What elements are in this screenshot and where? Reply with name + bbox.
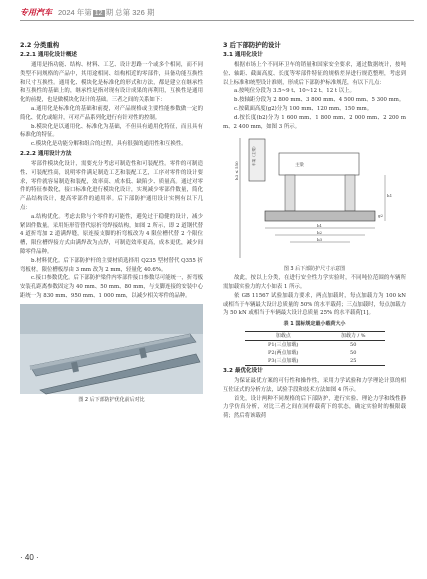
issue-total: 总第 326 期 (115, 8, 155, 17)
table-header-row (245, 331, 385, 340)
paragraph: c.接口参数优化。后下部防护梁件内零部件接口参数尽可能统一，折弯板安装孔距离参数固定为 40 mm、50 mm、80 mm，与支脚连接的安装中心距统一为 830 mm、950 mm、1 000 mm，以减少相关零件的品种。 (20, 275, 203, 299)
paragraph: b.材料优化。后下部防护杆的主要材质选择用 Q235 型材替代 Q355 折弯板材，限位槽板厚由 3 mm 改为 2 mm，轻量化 40.6%。 (20, 257, 203, 273)
paragraph: a.结构优化。考虑去除与个零件的可能性，避免过于稳健的设计，减少紧固件数量。采用矩形管替代原折弯焊接结构，如图 2 所示，即 2 道钢代替 4 道折弯加 2 道满焊缝，原连接支脚的折弯板改为 4 限位槽代替 2 个限位槽，限位槽焊接方式由满焊改为点焊，可制造效率更高，成本更优，减少间隙零件品种。 (20, 213, 203, 255)
beam-body (279, 153, 359, 175)
label-b2: b2 (316, 230, 322, 236)
section-3-1-heading: 3.1 通用化设计 (223, 52, 263, 58)
figure-2-photo (20, 304, 203, 394)
paragraph: 故此，按以上分类，在进行安全性力学实验时，不同吨位范围的车辆所需加载实验力的大小如表 1 所示。 (223, 275, 406, 290)
paragraph: b.按轴距分段为 2 800 mm、3 800 mm、4 500 mm、5 300 mm。 (234, 97, 405, 104)
issue-year: 2024 年第 (58, 8, 92, 17)
left-support (285, 175, 295, 211)
paragraph: b.模块化是以通用化、标准化为基础，不但具有通用化特征，而且具有标准化的特征。 (20, 123, 203, 139)
table-row (245, 349, 385, 357)
paragraph: c.按截面高度(g2)分为 100 mm、120 mm、150 mm。 (234, 105, 373, 112)
issue-period: 期 (105, 8, 114, 17)
page-number: · 40 · (20, 553, 39, 562)
paragraph: a.按吨位分段为 3.5~9 t、10~12 t、12 t 以上。 (234, 88, 355, 95)
journal-logo: 专用汽车 (20, 8, 52, 17)
issue-info (58, 7, 154, 18)
table-cell: 25 (350, 357, 357, 364)
section-3-2-heading: 3.2 最优化设计 (223, 367, 263, 374)
right-support (345, 175, 355, 211)
table-1-title: 表 1 国标规定最小载荷大小 (283, 321, 346, 328)
table-cell: 50 (350, 349, 357, 356)
paragraph: c.模块化是功能分解和组合的过程，具有很强的通用性和互换性。 (31, 141, 187, 148)
paragraph: 根据市场上个不同环卫车的销量和国家安全要求，通过数据统计，按吨位、轴距、截面高度、长度等零部件特征的规格差异进行规范整理，考虑到以上标准和统型设计准则，形成后下部防护标准规范，有以下几点： (223, 62, 406, 86)
paragraph: 通用是指功能、结构、材料、工艺、设计思路一个或多个相同，而不同类型不同规格的产品中，其用途相同、结构相近的零部件，具备功能互换性和尺寸互换性。通用化、模块化是标准化的形式和方法，都是建立在继承性和互换性的基础上的，继承性是指对现有设计成果的再利用，互换性是通用化的前提，也是做模块化设计的基础。三者之间的关系如下： (20, 62, 203, 104)
table-row (245, 357, 385, 366)
paragraph: 为保证最优方案的可行性和操作性，采用力学试验和力学理论计算的相互佐证式的分析方法，试验手段和技术方法如图 4 所示。 (223, 377, 406, 393)
figure-3-diagram (235, 133, 395, 263)
paragraph: a.通用化是标准化的基础和前提，对产品规格或主要性能参数做一定的简化、优化或缩并，可对产品系列化进行有针对性的控制。 (20, 105, 203, 121)
section-3-heading: 3 后下部防护的设计 (223, 41, 281, 49)
label-g2: g2 (377, 213, 383, 219)
paragraph: 首先，设计两种不同规格的后下部防护，进行实验、理论力学和线性静力学仿真分析，对比三者之间在同样载荷下的状态，确定实验时的极限载荷；然后将该载荷 (223, 395, 406, 420)
table-cell: 50 (350, 341, 357, 348)
section-2-2-2-heading: 2.2.2 通用设计方法 (20, 150, 72, 157)
page-header (20, 6, 414, 20)
table-cell: P3(三点加载) (267, 357, 299, 364)
label-beam: 主梁 (294, 163, 304, 169)
paragraph: 依 GB 11567 试验加载力要求，两点加载时，每点加载力为 100 kN 或相当于车辆最大设计总质量的 50% 的水平载荷；三点加载时，每点加载力为 50 kN 或相当于车辆最大设计总质量 25% 的水平载荷[1]。 (223, 292, 406, 317)
table-cell: P2(两点加载) (267, 349, 299, 356)
table-row (245, 340, 385, 349)
label-b1: b1 (316, 223, 322, 229)
label-frame: 车架（主梁） (251, 144, 256, 167)
left-column (20, 40, 203, 405)
issue-number: 12 (94, 10, 103, 17)
table-cell: P1(三点加载) (267, 341, 299, 348)
label-h3: h3 ≤ 550 (233, 161, 239, 181)
header-rule (20, 20, 414, 21)
table-1 (245, 331, 385, 366)
bottom-bar (265, 211, 375, 221)
paragraph: d.按长度(b2)分为 1 600 mm、1 800 mm、2 000 mm、2 200 mm、2 400 mm，如图 3 所示。 (223, 114, 406, 130)
label-b3: b3 (316, 237, 322, 243)
figure-2-caption: 图 2 后下部防护优化前后对比 (78, 396, 145, 403)
table-header-cell: 加载力 / % (340, 332, 366, 339)
figure-3-caption: 图 3 后下部防护尺寸示意图 (283, 266, 346, 273)
section-2-2-heading: 2.2 分类重构 (20, 41, 60, 49)
table-header-cell: 加载点 (275, 332, 291, 339)
label-h1: h1 (386, 193, 392, 199)
section-2-2-1-heading: 2.2.1 通用化设计概述 (20, 52, 78, 58)
right-column (223, 40, 406, 421)
paragraph: 零部件模块化设计，需要充分考虑可制造性和可装配性。零件的可制造性、可装配性高，说明零件满足制造工艺和装配工艺，工序对零件的设计要求，零件就容易制造和装配，效率高、成本低、缺陷少、质量高。通过对零件的特征参数化，接口标准化进行模块化设计，实现减少零部件数量，简化产品结构设计，提高零部件的通用率。后下部防护通用设计实例有以下几点： (20, 160, 203, 211)
